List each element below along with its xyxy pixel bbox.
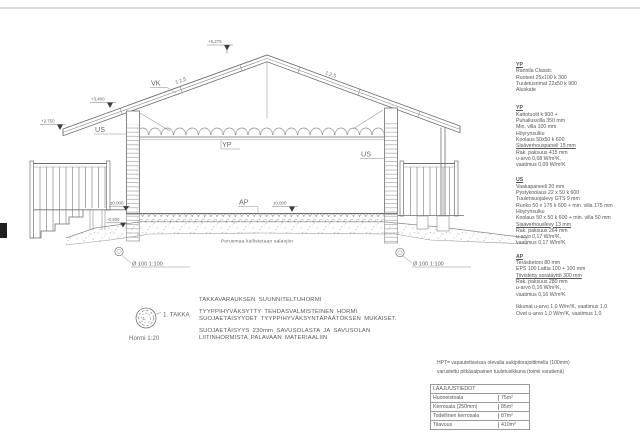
spec-line: vaatimus 0,16 W/m²K: [516, 291, 566, 298]
label-slope-right: 1:2,5: [324, 70, 337, 80]
table-row: [431, 411, 529, 420]
label-us-left: US: [95, 125, 105, 134]
label-ap: AP: [239, 197, 249, 207]
spec-line: Rak. paksuus 264 mm: [516, 227, 568, 234]
label-slope-left: 1:2,5: [174, 76, 188, 86]
fireplace-note-line: LIITINHORMISTA PALAVAAN MATERIAALIIN: [199, 335, 328, 341]
spec-line: Runko 50 x 175 k 600 + min. villa 175 mm: [516, 202, 613, 209]
spec-line: Höyrynsulku: [516, 130, 545, 137]
fireplace-ref: 1.: [142, 316, 147, 321]
spec-line: Kattotuolit k 900 +: [516, 111, 558, 118]
floor-slab: [127, 214, 398, 222]
foundation-right: [385, 214, 398, 243]
spec-line: Sisäverhouspaneli 15 mm: [516, 143, 576, 150]
spec-line: Tuuletusrimat 22x50 k 900: [516, 80, 577, 87]
hpt-note: [437, 359, 637, 377]
foundation-left: [127, 214, 140, 241]
spec-line: vaatimus 0,17 W/m²K: [516, 240, 566, 247]
row-label: Tilavuus: [433, 422, 453, 428]
row-value: 410m³: [498, 422, 529, 428]
elevation-floor-label: ±0,000: [273, 200, 287, 206]
spec-line: Puhallusvilla 350 mm: [516, 118, 566, 125]
spec-line: Ruoteet 25x100 k 300: [516, 74, 567, 81]
row-value: 85m²: [498, 404, 529, 410]
spec-wall: [516, 177, 640, 246]
row-value: 75m²: [498, 395, 529, 401]
spec-line: Vaakapaneeli 20 mm: [516, 183, 565, 190]
table-row: [431, 420, 529, 429]
spec-line: vaatimus 0,09 W/m²K: [516, 162, 566, 169]
spec-line: Teräsbetoni 80 mm: [516, 260, 561, 267]
spec-line: Rannila Classic: [516, 68, 552, 75]
elevation-ridge: [207, 39, 233, 54]
elevation-porch-label: ±0,000: [110, 200, 124, 206]
elevation-ridge-label: +5,275: [208, 39, 222, 44]
spec-line: Min. villa 100 mm: [516, 124, 557, 131]
spec-floor-title: AP: [516, 253, 524, 260]
area-table: [430, 384, 530, 430]
spec-line: Rak. paksuus 280 mm: [516, 278, 568, 285]
spec-line: Rak. paksuus 415 mm: [516, 149, 568, 156]
row-label: Huoneistoala: [433, 395, 464, 401]
porch-right: [398, 128, 465, 232]
spec-line: Pystykoolaus 22 x 50 k 600: [516, 190, 580, 197]
spec-line: Aluskate: [516, 87, 536, 94]
spec-line: Tuulensuojalevy GTS 9 mm: [516, 196, 580, 203]
spec-windows: Ikkunat u-arvo 1,0 W/m²K, vaatimus 1,0: [516, 303, 608, 310]
construction-specs: [516, 62, 640, 317]
elevation-eave-lower-label: +2,750: [41, 118, 55, 124]
drain-right: [396, 248, 471, 267]
fireplace-note-line: SUOJAETÄISYYDET TYYPPIHYVÄKSYNTÄPÄÄTÖKSEN MUKAISET.: [199, 316, 397, 322]
fireplace-note-line: TYYPPIHYVÄKSYTTY TEHDASVALMISTEINEN HORMI: [199, 309, 358, 315]
hpt-note-line: HPT= vapautettavissa olevalla aukipitorajoittimella (100mm): [437, 360, 570, 366]
spec-wall-title: US: [516, 177, 524, 184]
fireplace-scale: Hormi 1:20: [129, 335, 160, 342]
spec-line: Koolaus 50x50 k 600: [516, 136, 565, 143]
elevation-floor: [272, 201, 298, 213]
row-label: Kerrosala (250mm): [433, 404, 478, 410]
spec-ceiling: [516, 105, 640, 168]
drain-right-label: Ø 100 1:100: [413, 261, 444, 268]
spec-line: u-arvo 0,08 W/m²K,: [516, 155, 561, 162]
hpt-note-line: varustettu pitkäsalpainen tuuletusikkuna (toimii varatienä): [437, 369, 565, 375]
spec-line: Sisäverhouslevy 13 mm: [516, 221, 572, 228]
elevation-ground-label: -0,300: [107, 217, 120, 222]
table-row: [431, 393, 529, 402]
label-yp: YP: [222, 140, 232, 149]
drain-left-label: Ø 100 1:100: [132, 261, 163, 268]
fireplace-label: 1. TAKKA: [163, 311, 190, 319]
row-label: Todellinen kerrosala: [433, 413, 480, 419]
fold-mark: [0, 223, 7, 238]
area-table-title: LAAJUUSTIEDOT: [433, 386, 476, 392]
spec-line: Koolaus 50 x 50 k 600 + min. villa 50 mm: [516, 215, 611, 222]
wall-left: [127, 111, 140, 214]
spec-roof: [516, 62, 640, 93]
spec-ceiling-title: YP: [516, 105, 523, 112]
label-vk: VK: [151, 78, 161, 88]
spec-line: EPS 100 Lattia 100 + 100 mm: [516, 266, 586, 273]
spec-roof-title: YP: [516, 62, 523, 68]
fireplace-note: [199, 297, 434, 342]
spec-floor: [516, 254, 640, 298]
elevation-eave-lower: [40, 119, 66, 131]
spec-line: Höyrynsulku: [516, 208, 545, 215]
elevation-eave-upper: [90, 97, 116, 109]
spec-line: Tiivistetty soratäyttö 300 mm: [516, 272, 582, 279]
drain-left: [115, 247, 190, 267]
spec-line: u-arvo 0,17 W/m²K,: [516, 234, 561, 241]
ceiling-insulation: [139, 120, 385, 140]
table-row: [431, 402, 529, 411]
row-value: 87m²: [498, 413, 529, 419]
spec-doors: Ovet u-arvo 1,0 W/m²K, vaatimus 1,0: [516, 311, 602, 318]
wall-right: [385, 108, 398, 214]
fireplace-note-line: SUOJAETÄISYYS 230mm SAVUSOLASTA JA SAVUSOLAN: [199, 328, 371, 334]
fireplace-detail: [129, 308, 190, 342]
ground-note: Perusmaa kallistetaan salaojiin: [221, 239, 294, 245]
fireplace-note-title: TAKKAVARAUKSEN SUUNNITELTUHORMI: [199, 297, 322, 303]
elevation-eave-upper-label: +3,400: [91, 96, 105, 102]
spec-line: u-arvo 0,16 W/m²K,: [516, 285, 561, 292]
label-us-right: US: [361, 149, 371, 159]
